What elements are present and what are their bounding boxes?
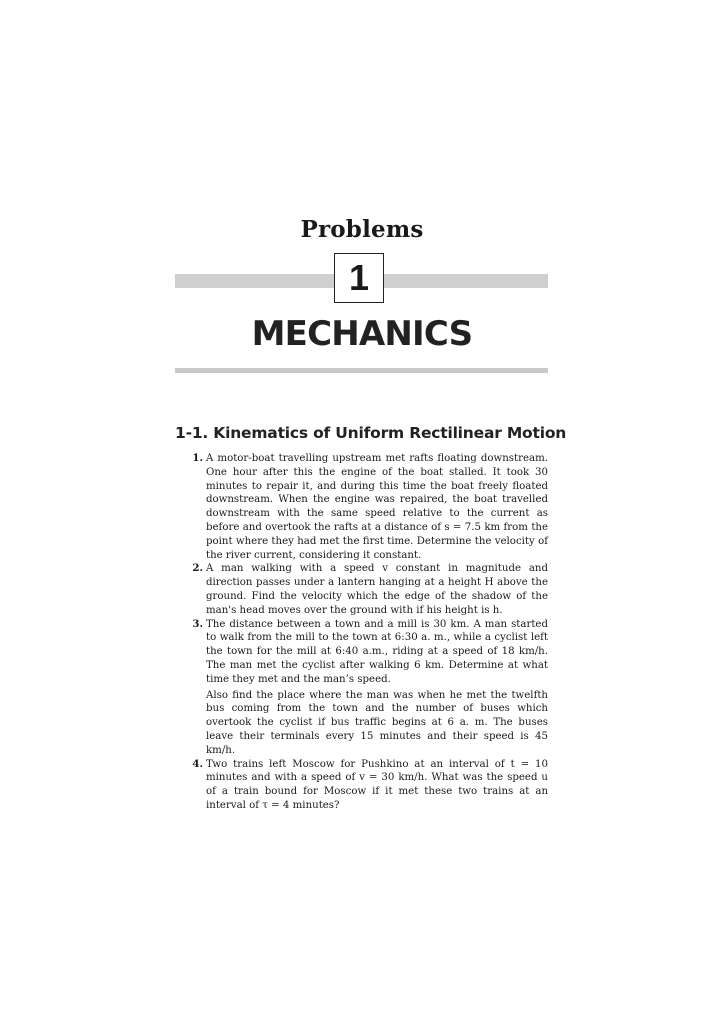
problem-item <box>176 452 548 562</box>
problem-text: Also find the place where the man was when he met the twelfth bus coming from the town and the number of buses which overtook the cyclist if bus traffic begins at 6 a. m. The buses leave their terminals every 15 minutes and their speed is 45 km/h. <box>206 689 548 756</box>
problem-number: 2. <box>192 562 203 575</box>
problem-number: 3. <box>192 617 203 630</box>
chapter-title: MECHANICS <box>251 314 473 354</box>
problem-item <box>176 758 548 813</box>
problem-number: 1. <box>192 452 203 464</box>
chapter-rule <box>175 368 548 373</box>
problem-number: 4. <box>192 757 203 770</box>
problem-text: A man walking with a speed v constant in magnitude and direction passes under a lantern hanging at a height H above the ground. Find the velocity which the edge of the shadow of the man's head moves over the ground with if his height is h. <box>206 563 548 616</box>
section-title: 1-1. Kinematics of Uniform Rectilinear Motion <box>175 424 567 442</box>
problem-list <box>176 452 548 813</box>
problem-item <box>176 618 548 758</box>
problem-text: Two trains left Moscow for Pushkino at an interval of t = 10 minutes and with a speed of v = 30 km/h. What was the speed u of a train bound for Moscow if it met these two trains at an interval of τ = 4 minutes? <box>206 758 548 811</box>
problem-text: The distance between a town and a mill is 30 km. A man started to walk from the mill to the town at 6:30 a. m., while a cyclist left the town for the mill at 6:40 a.m., riding at a speed of 18 km/h. The man met the cyclist after walking 6 km. Determine at what time they met and the man’s speed. <box>206 618 548 685</box>
problems-heading: Problems <box>300 216 424 243</box>
chapter-number: 1 <box>334 253 384 303</box>
problem-text: A motor-boat travelling upstream met rafts floating downstream. One hour after this the engine of the boat stalled. It took 30 minutes to repair it, and during this time the boat freely floated downstream. When the engine was repaired, the boat travelled downstream with the same speed relative to the current as before and overtook the rafts at a distance of s = 7.5 km from the point where they had met the first time. Determine the velocity of the river current, considering it constant. <box>206 453 548 561</box>
problem-item <box>176 562 548 617</box>
